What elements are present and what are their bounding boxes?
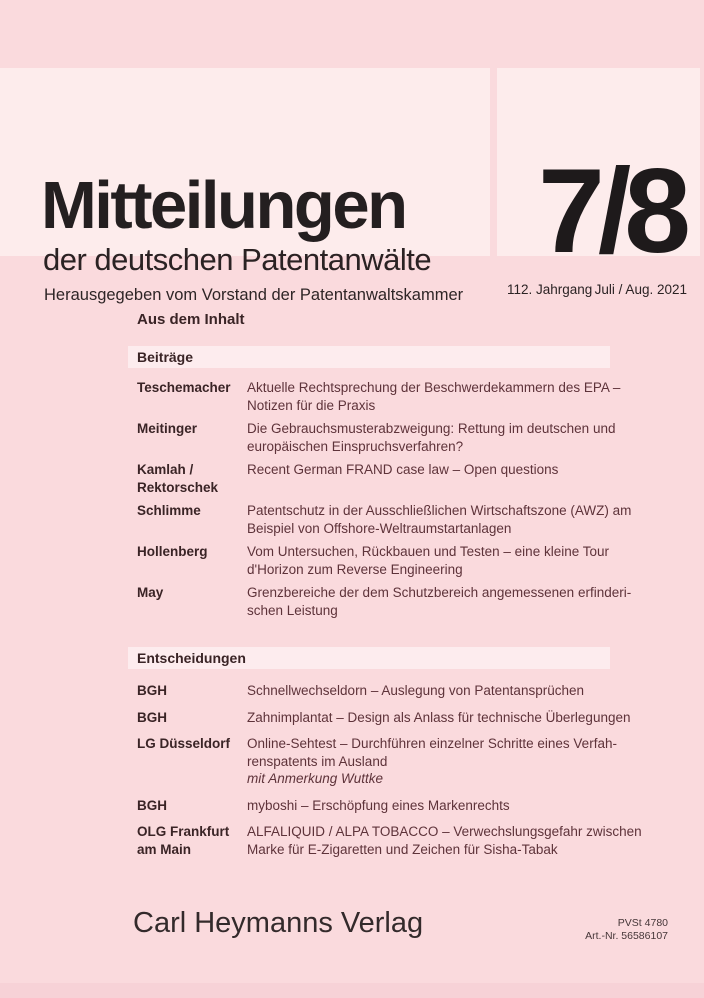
author-label: Kamlah / Rektorschek — [137, 462, 219, 495]
toc-entry — [137, 823, 642, 858]
toc-entry — [137, 584, 632, 619]
toc-entry — [137, 502, 632, 537]
contents-heading: Aus dem Inhalt — [137, 311, 245, 328]
toc-entry — [137, 420, 615, 455]
mailing-code: PVSt 4780 — [617, 917, 668, 929]
entry-title: ALFALIQUID / ALPA TOBACCO – Verwechslungsgefahr zwischen Marke für E-Zigaretten und Zeichen für Sisha-Tabak — [247, 824, 642, 857]
journal-title: Mitteilungen — [41, 168, 406, 243]
section-header-entscheidungen — [128, 647, 610, 669]
toc-entscheidungen — [137, 682, 642, 867]
toc-entry — [137, 543, 615, 578]
toc-entry — [137, 797, 615, 815]
entry-title: Grenzbereiche der dem Schutzbereich angemessenen erfinderi- schen Leistung — [247, 585, 632, 618]
toc-entry — [137, 709, 631, 727]
journal-subtitle: der deutschen Patentanwälte — [43, 242, 432, 277]
entry-title: myboshi – Erschöpfung eines Markenrechts — [247, 797, 510, 813]
section-label: Beiträge — [137, 349, 194, 365]
author-label: BGH — [137, 683, 167, 698]
toc-entry — [137, 379, 621, 414]
bottom-band — [0, 983, 704, 998]
issue-number: 7/8 — [538, 144, 684, 278]
footer-publisher: Carl Heymanns Verlag — [133, 907, 424, 939]
author-label: BGH — [137, 709, 167, 725]
author-label: LG Düsseldorf — [137, 736, 231, 751]
entry-title: Die Gebrauchsmusterabzweigung: Rettung im deutschen und europäischen Einspruchsverfahren? — [247, 421, 616, 454]
toc-entry — [137, 461, 615, 496]
author-label: Meitinger — [137, 421, 198, 436]
author-label: OLG Frankfurt am Main — [137, 824, 230, 857]
author-label: Schlimme — [137, 503, 201, 518]
issue-meta — [507, 282, 687, 297]
author-label: BGH — [137, 797, 167, 813]
entry-title: Zahnimplantat – Design als Anlass für technische Überlegungen — [247, 709, 631, 725]
author-label: Teschemacher — [137, 380, 231, 395]
print-codes — [585, 917, 668, 943]
issue-date: Juli / Aug. 2021 — [594, 282, 687, 297]
entry-title: Vom Untersuchen, Rückbauen und Testen – eine kleine Tour d'Horizon zum Reverse Engineering — [247, 544, 609, 577]
toc-entry — [137, 735, 615, 788]
entry-note: mit Anmerkung Wuttke — [247, 771, 384, 786]
author-label: May — [137, 585, 164, 600]
entry-title: Recent German FRAND case law – Open questions — [247, 462, 559, 477]
article-number: Art.-Nr. 56586107 — [585, 930, 668, 942]
masthead-panel — [0, 68, 490, 304]
toc-beitraege — [137, 379, 632, 625]
publisher-line: Herausgegeben vom Vorstand der Patentanwaltskammer — [44, 286, 464, 304]
section-label: Entscheidungen — [137, 650, 246, 666]
volume-label: 112. Jahrgang — [507, 282, 593, 297]
issue-panel — [497, 68, 700, 297]
toc-entry — [137, 682, 615, 700]
entry-title: Online-Sehtest – Durchführen einzelner Schritte eines Verfah- renspatents im Ausland — [247, 736, 617, 769]
author-label: Hollenberg — [137, 544, 208, 559]
entry-title: Aktuelle Rechtsprechung der Beschwerdekammern des EPA – Notizen für die Praxis — [247, 380, 621, 413]
section-header-beitraege — [128, 346, 610, 368]
entry-title: Patentschutz in der Ausschließlichen Wirtschaftszone (AWZ) am Beispiel von Offshore-Weltraumstartanlagen — [247, 503, 632, 536]
entry-title: Schnellwechseldorn – Auslegung von Patentansprüchen — [247, 683, 584, 698]
